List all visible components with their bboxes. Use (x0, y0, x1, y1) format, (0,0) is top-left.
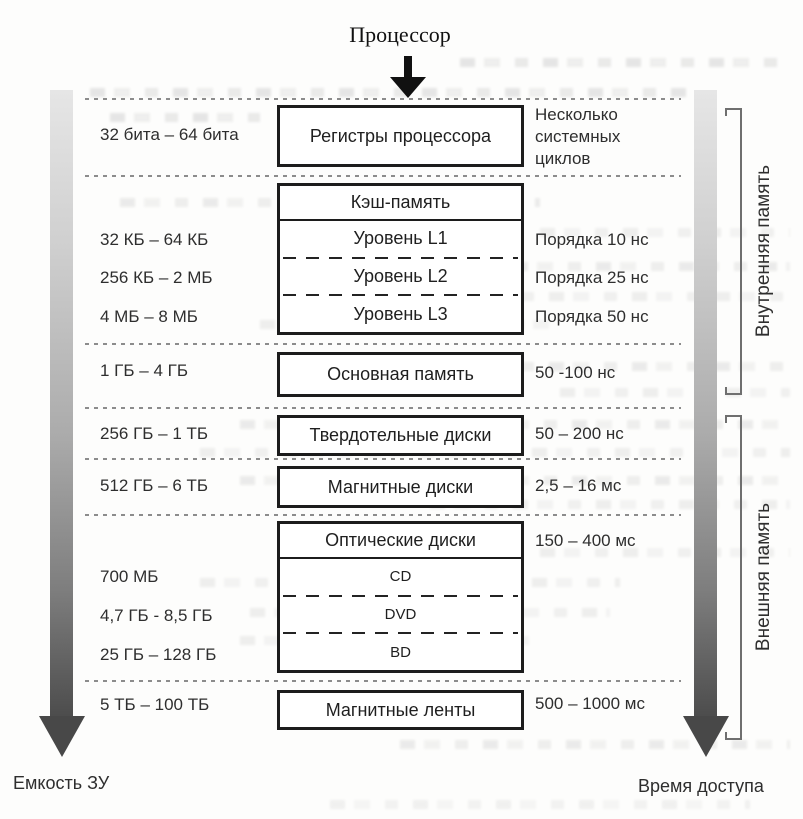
capacity-l2: 256 КБ – 2 МБ (100, 268, 213, 287)
optical-dvd: DVD (384, 606, 417, 623)
internal-memory-bracket (725, 108, 742, 395)
box-optical (277, 521, 524, 673)
time-l1: Порядка 10 нс (535, 230, 649, 249)
optical-cd: CD (389, 568, 412, 586)
access-time-arrow-icon (694, 90, 717, 718)
time-ssd: 50 – 200 нс (535, 424, 624, 443)
bleedthrough-noise (560, 388, 790, 397)
capacity-ssd: 256 ГБ – 1 ТБ (100, 424, 209, 443)
cache-l3: Уровень L3 (353, 303, 448, 324)
time-optical: 150 – 400 мс (535, 531, 636, 550)
time-main-memory: 50 -100 нс (535, 363, 616, 382)
time-tape: 500 – 1000 мс (535, 694, 645, 713)
box-tape: Магнитные ленты (277, 690, 524, 730)
processor-arrow-icon (404, 56, 412, 79)
divider (85, 343, 681, 345)
capacity-registers: 32 бита – 64 бита (100, 125, 239, 144)
divider (85, 680, 681, 682)
capacity-axis-label: Емкость ЗУ (13, 773, 110, 793)
processor-arrowhead-icon (390, 77, 426, 98)
optical-bd: BD (390, 643, 411, 661)
time-hdd: 2,5 – 16 мс (535, 476, 622, 495)
optical-header: Оптические диски (280, 524, 521, 559)
bleedthrough-noise (400, 740, 790, 749)
divider (85, 98, 681, 100)
cache-l2: Уровень L2 (353, 266, 448, 286)
capacity-tape: 5 ТБ – 100 ТБ (100, 695, 210, 714)
external-memory-label: Внешняя память (753, 502, 774, 652)
time-l2: Порядка 25 нс (535, 268, 649, 287)
divider (85, 407, 681, 409)
capacity-main-memory: 1 ГБ – 4 ГБ (100, 361, 188, 380)
bleedthrough-noise (110, 113, 260, 122)
box-main-memory: Основная память (277, 352, 524, 397)
bleedthrough-noise (330, 800, 750, 809)
divider (85, 514, 681, 516)
box-hdd: Магнитные диски (277, 466, 524, 508)
time-l3: Порядка 50 нс (535, 307, 649, 326)
time-registers: Несколько системных циклов (535, 105, 621, 168)
divider (85, 458, 681, 460)
box-cache (277, 183, 524, 335)
access-time-axis-label: Время доступа (638, 776, 764, 796)
cache-l1: Уровень L1 (353, 228, 448, 249)
capacity-cd: 700 МБ (100, 567, 159, 586)
capacity-bd: 25 ГБ – 128 ГБ (100, 645, 217, 664)
capacity-arrow-icon (50, 90, 73, 718)
external-memory-bracket (725, 415, 742, 740)
capacity-l3: 4 МБ – 8 МБ (100, 307, 198, 326)
box-registers: Регистры процессора (277, 105, 524, 167)
capacity-l1: 32 КБ – 64 КБ (100, 230, 209, 249)
box-ssd: Твердотельные диски (277, 415, 524, 456)
capacity-dvd: 4,7 ГБ - 8,5 ГБ (100, 606, 213, 625)
capacity-hdd: 512 ГБ – 6 ТБ (100, 476, 209, 495)
capacity-arrowhead-icon (39, 716, 85, 757)
internal-memory-label: Внутренняя память (753, 164, 774, 338)
processor-title: Процессор (349, 22, 451, 47)
divider (85, 175, 681, 177)
cache-header: Кэш-память (280, 186, 521, 221)
bleedthrough-noise (460, 58, 790, 67)
access-time-arrowhead-icon (683, 716, 729, 757)
